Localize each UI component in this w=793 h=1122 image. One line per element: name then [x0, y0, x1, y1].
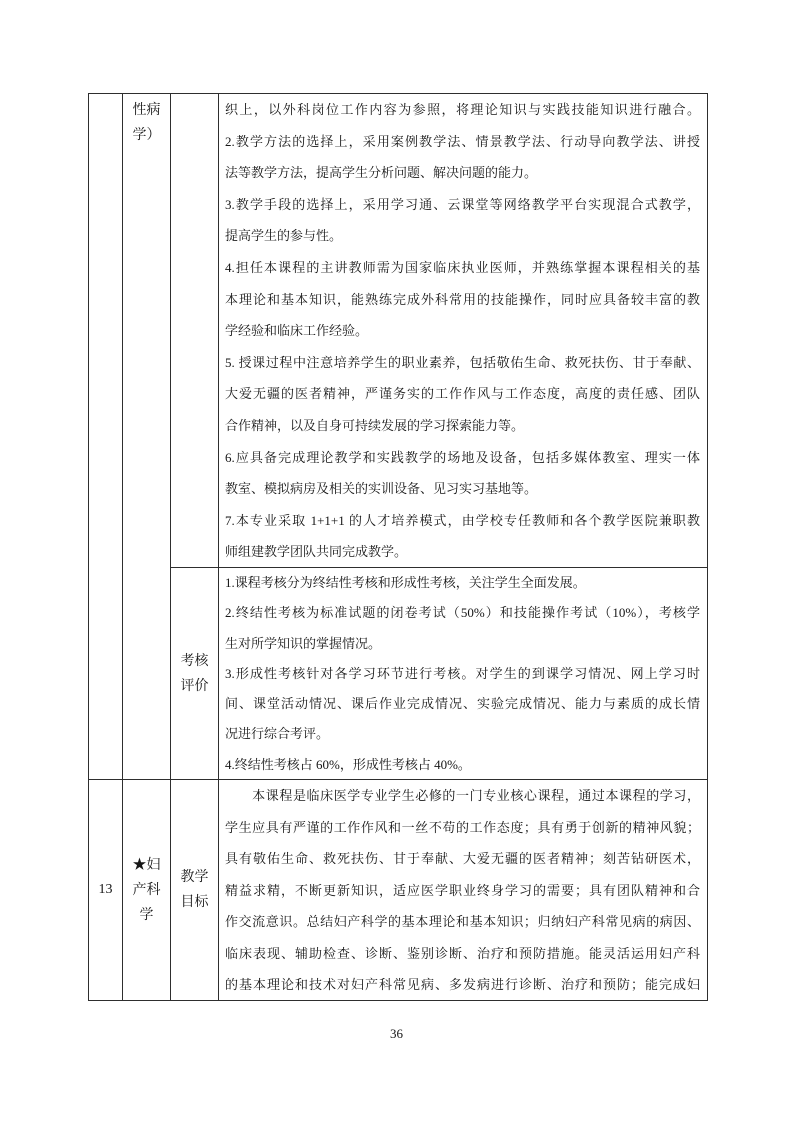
content-line: 大爱无疆的医者精神，严谨务实的工作作风与工作态度，高度的责任感、团队: [225, 386, 700, 402]
content-line: 作交流意识。总结妇产科学的基本理论和基本知识；归纳妇产科常见病的病因、: [225, 914, 700, 930]
course-number-cell: [89, 94, 123, 779]
content-line: 2.终结性考核为标准试题的闭卷考试（50%）和技能操作考试（10%），考核学: [225, 605, 700, 621]
content-line: 本课程是临床医学专业学生必修的一门专业核心课程，通过本课程的学习，: [225, 788, 700, 803]
content-line: 提高学生的参与性。: [225, 228, 343, 244]
content-line: 3.教学手段的选择上，采用学习通、云课堂等网络教学平台实现混合式教学，: [225, 196, 700, 212]
content-line: 生对所学知识的掌握情况。: [225, 635, 382, 651]
section-content-cell: [219, 568, 707, 780]
content-line: 精益求精，不断更新知识，适应医学职业终身学习的需要；具有团队精神和合: [225, 882, 700, 898]
section-label-cell: [171, 780, 219, 1001]
course-name-line: 学）: [132, 128, 161, 143]
table-row: [89, 94, 707, 780]
content-line: 6.应具备完成理论教学和实践教学的场地及设备，包括多媒体教室、理实一体: [225, 449, 700, 465]
page-number: 36: [390, 1026, 403, 1041]
content-line: 具有敬佑生命、救死扶伤、甘于奉献、大爱无疆的医者精神；刻苦钻研医术，: [225, 851, 700, 867]
table-row: [89, 780, 707, 1001]
content-line: 1.课程考核分为终结性考核和形成性考核，关注学生全面发展。: [225, 575, 586, 590]
content-line: 间、课堂活动情况、课后作业完成情况、实验完成情况、能力与素质的成长情: [225, 696, 700, 712]
content-line: 4.担任本课程的主讲教师需为国家临床执业医师，并熟练掌握本课程相关的基: [225, 259, 700, 275]
section-label-line: 考核: [180, 653, 209, 669]
course-number-cell: 13: [89, 780, 123, 1001]
course-name-line: ★妇: [132, 857, 161, 873]
content-line: 7.本专业采取 1+1+1 的人才培养模式，由学校专任教师和各个教学医院兼职教: [225, 512, 700, 528]
course-name-cell: [123, 94, 171, 779]
content-line: 3.形成性考核针对各学习环节进行考核。对学生的到课学习情况、网上学习时: [225, 665, 700, 681]
course-sections: [171, 94, 707, 779]
content-line: 5. 授课过程中注意培养学生的职业素养，包括敬佑生命、救死扶伤、甘于奉献、: [225, 354, 700, 370]
section-content-cell: [219, 780, 707, 1001]
course-name-line: 产科: [132, 882, 161, 898]
course-table: [88, 93, 708, 1001]
content-line: 学生应具有严谨的工作作风和一丝不苟的工作态度；具有勇于创新的精神风貌；: [225, 819, 700, 835]
content-line: 临床表现、辅助检查、诊断、鉴别诊断、治疗和预防措施。能灵活运用妇产科: [225, 945, 700, 961]
content-line: 教室、模拟病房及相关的实训设备、见习实习基地等。: [225, 481, 538, 497]
section-label-line: 目标: [180, 895, 209, 911]
section-row: [171, 94, 707, 568]
section-content-cell: [219, 94, 707, 567]
content-line: 学经验和临床工作经验。: [225, 323, 369, 339]
section-label-cell: [171, 94, 219, 567]
section-row: [171, 568, 707, 780]
content-line: 的基本理论和技术对妇产科常见病、多发病进行诊断、治疗和预防；能完成妇: [225, 977, 700, 993]
content-line: 合作精神，以及自身可持续发展的学习探索能力等。: [225, 417, 525, 433]
content-line: 本理论和基本知识，能熟练完成外科常用的技能操作，同时应具备较丰富的教: [225, 291, 700, 307]
section-label-line: 教学: [180, 870, 209, 886]
section-label-cell: [171, 568, 219, 780]
content-line: 法等教学方法，提高学生分析问题、解决问题的能力。: [225, 165, 538, 181]
content-line: 师组建教学团队共同完成教学。: [225, 544, 408, 560]
course-name-line: 学: [139, 907, 154, 923]
section-label-line: 评价: [180, 678, 209, 694]
content-line: 4.终结性考核占 60%，形成性考核占 40%。: [225, 756, 471, 772]
course-name-line: 性病: [132, 103, 161, 118]
course-name-cell: [123, 780, 171, 1001]
content-line: 织上，以外科岗位工作内容为参照，将理论知识与实践技能知识进行融合。: [225, 102, 700, 117]
content-line: 2.教学方法的选择上，采用案例教学法、情景教学法、行动导向教学法、讲授: [225, 133, 700, 149]
content-line: 况进行综合考评。: [225, 726, 330, 742]
